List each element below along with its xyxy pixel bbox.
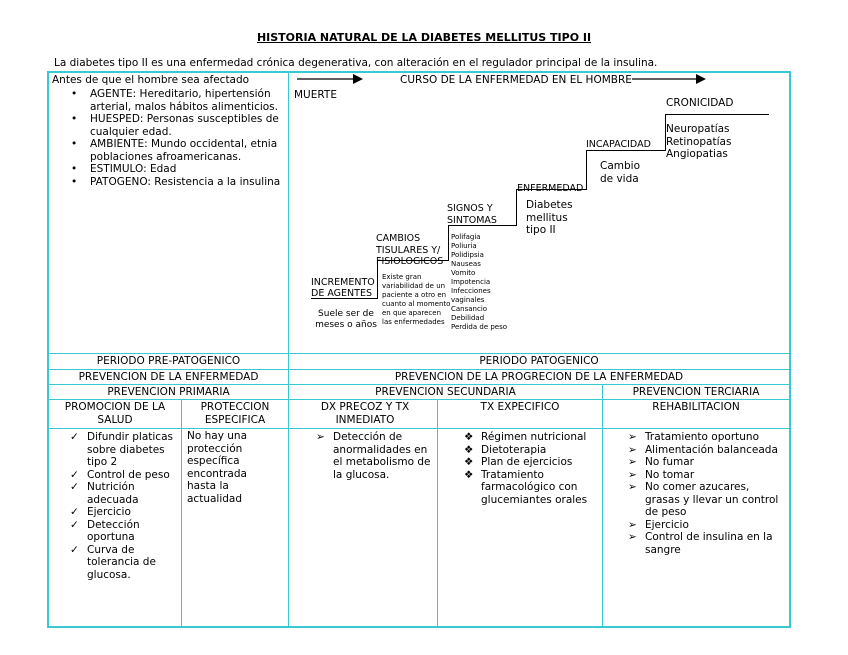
list-item: ➢ No fumar: [628, 456, 694, 468]
list-item: ✓ Control de peso: [70, 468, 170, 481]
stage-incapacidad: INCAPACIDAD: [586, 139, 651, 150]
header-proteccion: PROTECCION ESPECIFICA: [200, 401, 270, 426]
document-title: HISTORIA NATURAL DE LA DIABETES MELLITUS TIPO II: [256, 31, 592, 44]
list-item: ❖ Plan de ejercicios: [464, 456, 573, 468]
list-item: ❖ Régimen nutricional: [464, 431, 587, 443]
header-promocion: PROMOCION DE LA SALUD: [64, 401, 166, 426]
list-item: ➢ No comer azucares, grasas y llevar un control de peso: [628, 481, 779, 518]
promocion-list: [56, 431, 182, 581]
prevention-secondary: PREVENCION SECUNDARIA: [375, 386, 516, 398]
list-item: • ESTIMULO: Edad: [71, 163, 177, 175]
stage-enfermedad-note: Diabetes mellitus tipo II: [526, 199, 573, 236]
stage-cronicidad-list: Neuropatías Retinopatías Angiopatias: [666, 123, 732, 160]
period-pre: PERIODO PRE-PATOGENICO: [96, 355, 241, 367]
stage-signos: SIGNOS Y SINTOMAS: [447, 203, 497, 226]
stage-incremento-note: Suele ser de meses o años: [315, 309, 377, 330]
list-item: ❖ Tratamiento farmacológico con glucemiantes orales: [464, 468, 588, 506]
prevention-disease: PREVENCION DE LA ENFERMEDAD: [78, 371, 259, 383]
stage-incapacidad-note: Cambio de vida: [600, 160, 641, 185]
proteccion-text: No hay una protección específica encontrada hasta la actualidad: [187, 430, 248, 505]
list-item: ❖ Dietoterapia: [464, 443, 547, 456]
stage-enfermedad: ENFERMEDAD: [517, 183, 584, 194]
list-item: • AGENTE: Hereditario, hipertensión arterial, malos hábitos alimenticios.: [71, 88, 278, 113]
list-item: ✓ Curva de tolerancia de glucosa.: [70, 543, 156, 581]
stage-cambios-note: Existe gran variabilidad de un paciente a otro en cuanto al momento en que aparecen las enfermedades: [382, 273, 451, 326]
list-item: ➢ Tratamiento oportuno: [628, 431, 759, 443]
muerte-label: MUERTE: [294, 89, 337, 101]
stage-cambios: CAMBIOS TISULARES Y/ FISIOLOGICOS: [376, 233, 444, 267]
list-item: ➢ No tomar: [628, 468, 695, 481]
header-rehab: REHABILITACION: [652, 401, 740, 413]
stage-cronicidad: CRONICIDAD: [666, 97, 734, 109]
stage-signos-list: Polifagia Poliuria Polidipsia Nauseas Vomito Impotencia Infecciones vaginales Cansancio Debilidad Perdida de peso: [451, 233, 508, 331]
list-item: ➢ Alimentación balanceada: [628, 443, 778, 456]
list-item: ✓ Difundir platicas sobre diabetes tipo 2: [70, 431, 173, 468]
stage-incremento: INCREMENTO DE AGENTES: [311, 277, 375, 299]
list-item: • PATOGENO: Resistencia a la insulina: [71, 175, 281, 188]
list-item: ✓ Detección oportuna: [70, 518, 140, 543]
list-item: ➢ Control de insulina en la sangre: [628, 531, 773, 556]
list-item: ✓ Nutrición adecuada: [70, 481, 139, 506]
list-item: ➢ Detección de anormalidades en el metabolismo de la glucosa.: [316, 431, 431, 481]
rehab-list: [614, 431, 786, 556]
prevention-progression: PREVENCION DE LA PROGRECION DE LA ENFERMEDAD: [394, 371, 684, 383]
tx-list: [450, 431, 602, 506]
period-pat: PERIODO PATOGENICO: [479, 355, 599, 367]
prepatogenic-heading: Antes de que el hombre sea afectado: [52, 74, 250, 86]
list-item: • AMBIENTE: Mundo occidental, etnia poblaciones afroamericanas.: [71, 138, 278, 163]
course-heading: CURSO DE LA ENFERMEDAD EN EL HOMBRE: [400, 74, 632, 86]
prevention-tertiary: PREVENCION TERCIARIA: [632, 386, 760, 398]
header-dx: DX PRECOZ Y TX INMEDIATO: [320, 401, 410, 426]
header-tx: TX EXPECIFICO: [480, 401, 560, 413]
list-item: ➢ Ejercicio: [628, 518, 689, 531]
dx-list: [302, 431, 438, 481]
list-item: ✓ Ejercicio: [70, 506, 131, 518]
list-item: • HUESPED: Personas susceptibles de cualquier edad.: [71, 113, 279, 138]
intro-text: La diabetes tipo II es una enfermedad crónica degenerativa, con alteración en el regulador principal de la insulina.: [54, 57, 658, 69]
prevention-primary: PREVENCION PRIMARIA: [107, 386, 230, 398]
